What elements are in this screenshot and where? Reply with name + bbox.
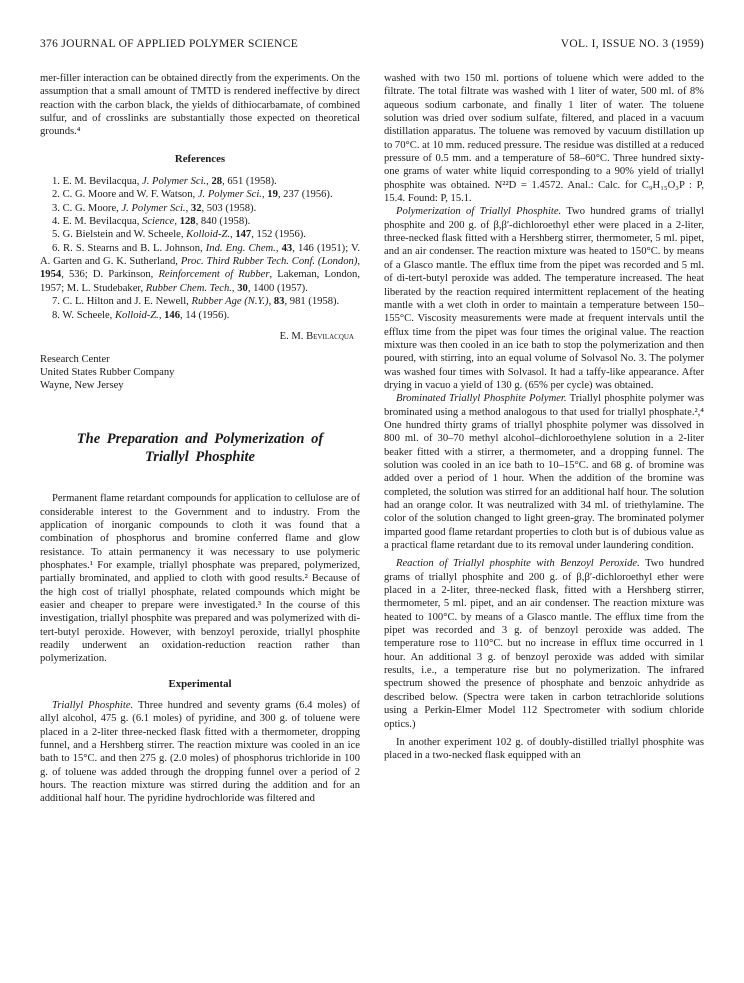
experimental-heading: Experimental <box>168 677 232 690</box>
right-column <box>384 72 704 806</box>
intro-paragraph: mer-filler interaction can be obtained directly from the experiments. On the assumption that a small amount of TMTD is rendered ineffective by direct reaction with the carbon black, the yields of dithiocarbamate, of combined sulfur, and of crosslinks are substantially those expected on theoretical grounds.⁴ <box>40 73 360 138</box>
address-line-1: Research Center <box>40 354 110 366</box>
address-line-3: Wayne, New Jersey <box>40 380 124 392</box>
header-left: 376 JOURNAL OF APPLIED POLYMER SCIENCE <box>40 38 299 50</box>
references-heading: References <box>174 152 226 165</box>
reference-8: 8. W. Scheele, Kolloid-Z., 146, 14 (1956). <box>52 309 230 321</box>
experimental-paragraph: Triallyl Phosphite. Three hundred and seventy grams (6.4 moles) of allyl alcohol, 475 g. (6.1 moles) of pyridine, and 300 g. of toluene were placed in a 2-liter three-necked flask fitted with a thermometer, dropping funnel, and a Hershberg stirrer. The reaction mixture was cooled in an ice bath to 15°C. and then 275 g. (2.0 moles) of phosphorus trichloride in 100 g. of toluene was added through the dropping funnel over a period of 2 hours. The reaction mixture was stirred during the addition and for an additional half hour. The pyridine hydrochloride was filtered and <box>40 700 361 805</box>
article-title-line-1: The Preparation and Polymerization of <box>76 431 324 448</box>
header-right: VOL. I, ISSUE NO. 3 (1959) <box>560 38 704 50</box>
article-title <box>40 430 360 466</box>
paragraph-run-in-head: Reaction of Triallyl phosphite with Benzoyl Peroxide. <box>396 558 640 570</box>
bromination-paragraph: Brominated Triallyl Phosphite Polymer. Triallyl phosphite polymer was brominated using a method analogous to that used for triallyl phosphate.²,⁴ One hundred thirty grams of triallyl phosphite polymer was dissolved in 800 ml. of 30–70 methyl alcohol–dichloroethylene solution in a 2-liter beaker fitted with a stirrer, a thermometer, and a dropping funnel. The solution was cooled in an ice bath to 10–15°C. and 68 g. of bromine was added over a period of 1 hour. When the addition of the bromine was completed, the solution was stirred for an additional half hour. The solution had an orange color. It was neutralized with 34 ml. of triethylamine. The color of the solution changed to light green-gray. The brominated polymer imparted good flame retardant properties to cloth but is of dubious value as a practical flame retardant due to its removal under laundering condition. <box>384 393 704 552</box>
article-intro-paragraph: Permanent flame retardant compounds for application to cellulose are of considerable interest to the Government and to industry. From the application of inorganic compounds to cloth it was found that a combination of phosphorus and bromine conferred flame and glow resistance. To attain permanency it was necessary to use polymeric phosphates.¹ For example, triallyl phosphate was prepared, polymerized, partially brominated, and applied to cloth with good results.² Because of the high cost of triallyl phosphate, related compounds which might be easier and cheaper to prepare were investigated.³ In the course of this investigation, triallyl phosphite was prepared and was polymerized with di-tert-butyl peroxide. However, with benzoyl peroxide, triallyl phosphite readily underwent an oxidation-reduction reaction rather than polymerization. <box>40 493 360 665</box>
author-address <box>40 353 360 392</box>
continued-paragraph: washed with two 150 ml. portions of toluene which were added to the filtrate. The total filtrate was washed with 1 liter of water, 500 ml. of 8% aqueous sodium carbonate, and finally 1 liter of water. The toluene solution was dried over sodium sulfate, filtered, and placed in a vacuum distillation apparatus. The toluene was removed by vacuum distillation up to 70°C. at 10 mm. reduced pressure. The residue was distilled at a reduced pressure of 0.5 mm. and a temperature of 58–60°C. Three hundred sixty-one grams of water white liquid corresponding to a 90% yield of triallyl phosphite was obtained. N²²D = 1.4572. Anal.: Calc. for C₉H₁₅O₃P : P, 15.4. Found: P, 15.1. <box>384 73 704 205</box>
final-paragraph: In another experiment 102 g. of doubly-distilled triallyl phosphite was placed in a two-necked flask equipped with an <box>384 736 704 762</box>
two-column-body <box>40 72 704 806</box>
author-signature: E. M. Bevilacqua <box>279 330 354 342</box>
address-line-2: United States Rubber Company <box>40 367 175 379</box>
reference-7: 7. C. L. Hilton and J. E. Newell, Rubber Age (N.Y.), 83, 981 (1958). <box>52 296 340 308</box>
reference-1: 1. E. M. Bevilacqua, J. Polymer Sci., 28, 651 (1958). <box>52 176 277 188</box>
polymerization-paragraph: Polymerization of Triallyl Phosphite. Two hundred grams of triallyl phosphite and 200 g. of β,β′-dichloroethyl ether were placed in a 2-liter, three-necked flask fitted with a Hershberg stirrer, thermometer, 5 ml. pipet, and an air condenser. The reaction mixture was heated to 150°C. by means of a Glasco mantle. The efflux time from the pipet was recorded and 5 ml. of di-tert-butyl peroxide was added. The temperature increased. The heat liberated by the reaction required intermittent replacement of the heating mantle with a wet cloth in order to maintain a temperature between 150–155°C. Viscosity measurements were made at frequent intervals until the efflux time from the pipet was four times the original value. The reaction mixture was then cooled in an ice bath to stop the polymerization and then poured, with stirring, into an equal volume of Solvasol No. 3. The polymer was washed four times with Solvasol. It had a taffy-like appearance. After drying in vacuo a yield of 130 g. (65% per cycle) was obtained. <box>384 206 704 391</box>
left-column <box>40 72 360 806</box>
running-header <box>40 38 704 58</box>
paragraph-run-in-head: Polymerization of Triallyl Phosphite. <box>396 206 562 218</box>
paragraph-run-in-head: Triallyl Phosphite. <box>52 700 134 711</box>
article-title-line-2: Triallyl Phosphite <box>144 449 255 466</box>
reference-5: 5. G. Bielstein and W. Scheele, Kolloid-Z., 147, 152 (1956). <box>52 229 306 241</box>
reference-4: 4. E. M. Bevilacqua, Science, 128, 840 (1958). <box>52 216 251 228</box>
references-list <box>40 175 360 322</box>
reference-3: 3. C. G. Moore, J. Polymer Sci., 32, 503 (1958). <box>52 202 257 214</box>
benzoyl-peroxide-paragraph: Reaction of Triallyl phosphite with Benzoyl Peroxide. Two hundred grams of triallyl phosphite and 200 g. of β,β′-dichloroethyl ether were placed in a 2-liter, three-necked flask, fitted with a Hershberg stirrer, thermometer, 5 ml. pipet, and an air condenser. The reaction mixture was heated to 100°C. by means of a Glasco mantle. The efflux time from the pipet was recorded and 3 g. of benzoyl peroxide was added. The temperature rose to 110°C. but no increase in efflux time occurred in 1 hour. An additional 3 g. of benzoyl peroxide was added with similar results, i.e., a temperature rise but no polymerization. The infrared spectrum showed the presence of phosphate and benzoic anhydride as described below. (Spectra were taken in carbon tetrachloride solutions using a Perkin-Elmer Model 112 Spectrometer with sodium chloride optics.) <box>384 558 704 730</box>
paragraph-run-in-head: Brominated Triallyl Phosphite Polymer. <box>396 393 567 405</box>
reference-2: 2. C. G. Moore and W. F. Watson, J. Polymer Sci., 19, 237 (1956). <box>52 189 333 201</box>
reference-6: 6. R. S. Stearns and B. L. Johnson, Ind. Eng. Chem., 43, 146 (1951); V. A. Garten and G. K. Sutherland, Proc. Third Rubber Tech. Conf. (London), 1954, 536; D. Parkinson, Reinforcement of Rubber, Lakeman, London, 1957; M. L. Studebaker, Rubber Chem. Tech., 30, 1400 (1957). <box>40 242 361 294</box>
